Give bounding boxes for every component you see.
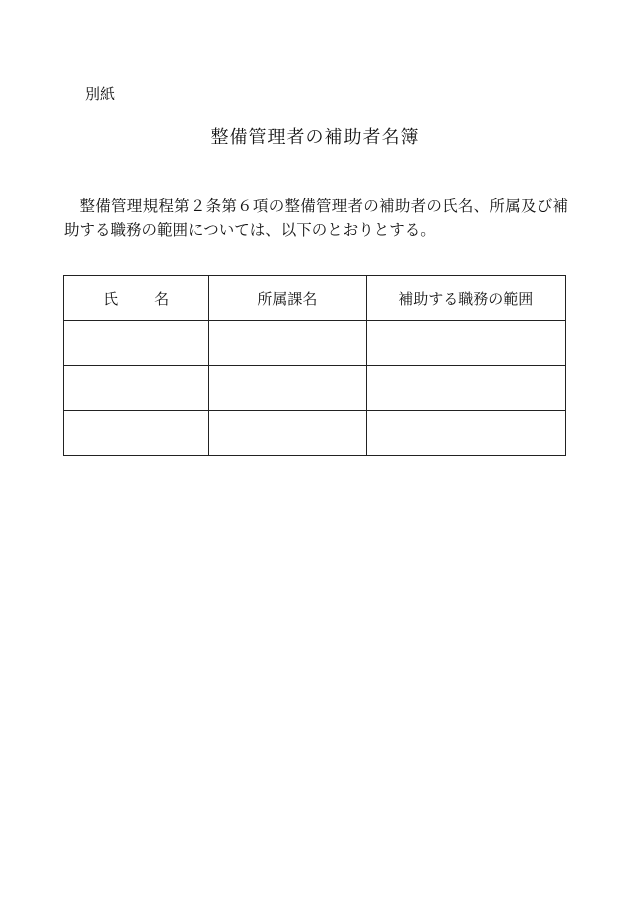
- header-name: [64, 276, 209, 321]
- table-cell: [64, 411, 209, 456]
- table-cell: [209, 366, 366, 411]
- header-department: 所属課名: [209, 276, 366, 321]
- table-cell: [209, 411, 366, 456]
- table-cell: [64, 321, 209, 366]
- body-paragraph: 整備管理規程第２条第６項の整備管理者の補助者の氏名、所属及び補助する職務の範囲については、以下のとおりとする。: [64, 197, 568, 239]
- table-cell: [366, 321, 565, 366]
- table-row: [64, 321, 566, 366]
- document-title: 整備管理者の補助者名簿: [210, 127, 420, 148]
- table-header-row: [64, 276, 566, 321]
- table-cell: [366, 366, 565, 411]
- table-cell: [64, 366, 209, 411]
- table-row: [64, 366, 566, 411]
- attachment-label: 別紙: [85, 85, 116, 103]
- header-name-label: 氏名: [103, 289, 206, 308]
- table-row: [64, 411, 566, 456]
- assistant-roster-table: [63, 275, 566, 456]
- table-cell: [209, 321, 366, 366]
- header-duty-scope: 補助する職務の範囲: [366, 276, 565, 321]
- table-cell: [366, 411, 565, 456]
